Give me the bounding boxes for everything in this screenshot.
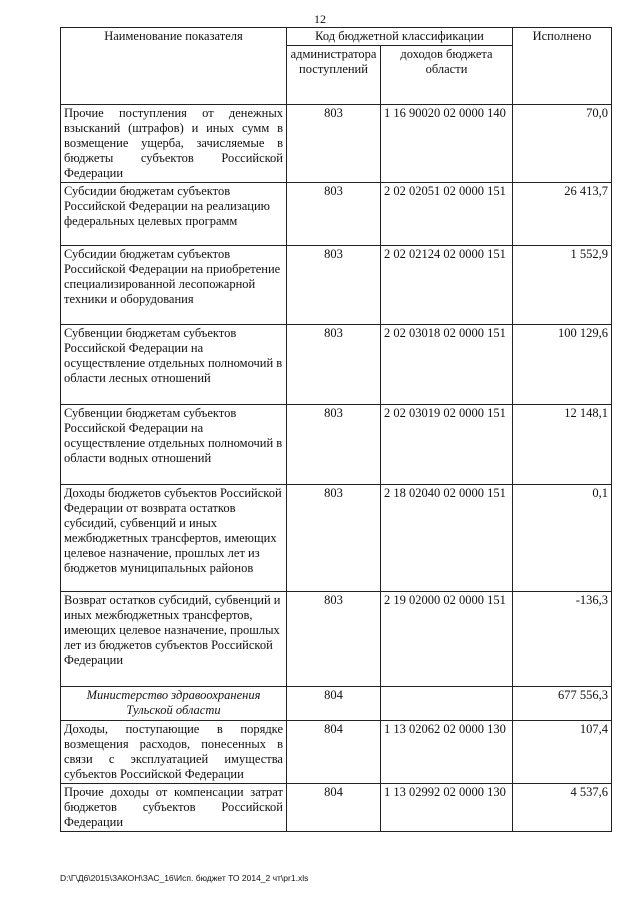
row-name: Субсидии бюджетам субъектов Российской Федерации на реализацию федеральных целевых программ	[61, 183, 287, 246]
row-admin-code: 803	[287, 405, 381, 485]
header-classification-code: Код бюджетной классификации	[287, 28, 513, 46]
row-admin-code: 804	[287, 784, 381, 832]
header-admin-receipts: администратора поступлений	[287, 46, 381, 105]
row-name: Прочие доходы от компенсации затрат бюджетов субъектов Российской Федерации	[61, 784, 287, 832]
row-amount: -136,3	[513, 592, 612, 687]
table-row	[61, 784, 612, 832]
row-admin-code: 803	[287, 485, 381, 592]
row-amount: 70,0	[513, 105, 612, 183]
row-admin-code: 804	[287, 687, 381, 721]
row-amount: 12 148,1	[513, 405, 612, 485]
row-revenue-code: 2 02 03018 02 0000 151	[381, 325, 513, 405]
row-amount: 677 556,3	[513, 687, 612, 721]
row-revenue-code: 1 16 90020 02 0000 140	[381, 105, 513, 183]
row-amount: 100 129,6	[513, 325, 612, 405]
table-row	[61, 721, 612, 784]
table-row	[61, 246, 612, 325]
row-amount: 107,4	[513, 721, 612, 784]
row-revenue-code: 2 02 02051 02 0000 151	[381, 183, 513, 246]
row-revenue-code: 1 13 02992 02 0000 130	[381, 784, 513, 832]
row-amount: 1 552,9	[513, 246, 612, 325]
row-admin-code: 804	[287, 721, 381, 784]
table-row	[61, 105, 612, 183]
header-revenue-budget-region: доходов бюджета области	[381, 46, 513, 105]
row-name: Субсидии бюджетам субъектов Российской Федерации на приобретение специализированной лесопожарной техники и оборудования	[61, 246, 287, 325]
row-name: Доходы, поступающие в порядке возмещения расходов, понесенных в связи с эксплуатацией имущества субъектов Российской Федерации	[61, 721, 287, 784]
header-indicator-name: Наименование показателя	[61, 28, 287, 105]
row-admin-code: 803	[287, 246, 381, 325]
row-revenue-code	[381, 687, 513, 721]
row-name: Субвенции бюджетам субъектов Российской Федерации на осуществление отдельных полномочий в области водных отношений	[61, 405, 287, 485]
row-admin-code: 803	[287, 325, 381, 405]
row-admin-code: 803	[287, 183, 381, 246]
table-row	[61, 183, 612, 246]
budget-table	[60, 27, 612, 832]
row-name: Доходы бюджетов субъектов Российской Федерации от возврата остатков субсидий, субвенций и иных межбюджетных трансфертов, имеющих целевое назначение, прошлых лет из бюджетов муниципальных районов	[61, 485, 287, 592]
row-revenue-code: 2 19 02000 02 0000 151	[381, 592, 513, 687]
row-amount: 0,1	[513, 485, 612, 592]
row-name: Министерство здравоохранения Тульской области	[61, 687, 287, 721]
row-admin-code: 803	[287, 592, 381, 687]
table-row	[61, 485, 612, 592]
page-number: 12	[314, 12, 326, 26]
footer-file-path: D:\Г\Д6\2015\ЗАКОН\ЗАС_16\Исп. бюджет ТО 2014_2 чт\pr1.xls	[60, 873, 309, 883]
row-amount: 26 413,7	[513, 183, 612, 246]
table-row-ministry	[61, 687, 612, 721]
table-row	[61, 592, 612, 687]
header-executed: Исполнено	[513, 28, 612, 105]
table-row	[61, 325, 612, 405]
table-row	[61, 405, 612, 485]
row-name: Возврат остатков субсидий, субвенций и иных межбюджетных трансфертов, имеющих целевое назначение, прошлых лет из бюджетов субъектов Российской Федерации	[61, 592, 287, 687]
row-admin-code: 803	[287, 105, 381, 183]
row-revenue-code: 2 02 02124 02 0000 151	[381, 246, 513, 325]
row-amount: 4 537,6	[513, 784, 612, 832]
table-header-row	[61, 28, 612, 46]
row-revenue-code: 2 18 02040 02 0000 151	[381, 485, 513, 592]
row-name: Прочие поступления от денежных взысканий (штрафов) и иных сумм в возмещение ущерба, зачисляемые в бюджеты субъектов Российской Федерации	[61, 105, 287, 183]
row-revenue-code: 2 02 03019 02 0000 151	[381, 405, 513, 485]
row-name: Субвенции бюджетам субъектов Российской Федерации на осуществление отдельных полномочий в области лесных отношений	[61, 325, 287, 405]
row-revenue-code: 1 13 02062 02 0000 130	[381, 721, 513, 784]
